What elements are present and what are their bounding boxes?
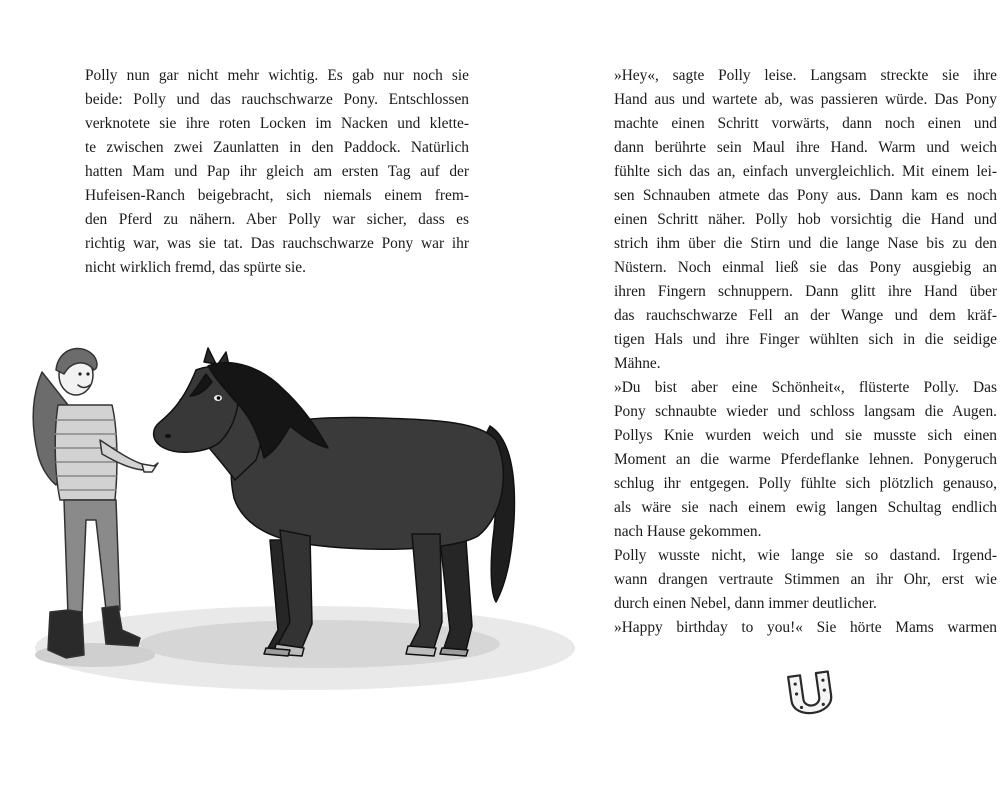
illustration-girl-and-pony <box>20 330 590 700</box>
text-line: beide: Polly und das rauchschwarze Pony. Entschlossen <box>85 91 469 108</box>
text-line: strich ihm über die Stirn und die lange Nase bis zu den <box>614 235 997 252</box>
text-line: Mähne. <box>614 355 661 372</box>
text-line: schlug ihr entgegen. Polly fühlte sich plötzlich genauso, <box>614 475 997 492</box>
text-line: ihren Fingern schnuppern. Dann glitt ihre Hand über <box>614 283 997 300</box>
text-line: verknotete sie ihre roten Locken im Nacken und klette- <box>85 115 469 132</box>
text-line: »Hey«, sagte Polly leise. Langsam streckte sie ihre <box>614 67 997 84</box>
text-line: »Happy birthday to you!« Sie hörte Mams warmen <box>614 619 997 636</box>
text-line: nach Hause gekommen. <box>614 523 762 540</box>
text-line: Hufeisen-Ranch beigebracht, sich niemals einem frem- <box>85 187 469 204</box>
text-line: tigen Hals und ihre Finger wühlten sich in die seidige <box>614 331 997 348</box>
text-line: sen Schnauben atmete das Pony aus. Dann kam es noch <box>614 187 997 204</box>
text-line: das rauchschwarze Fell an der Wange und dem kräf- <box>614 307 997 324</box>
text-line: Pollys Knie wurden weich und sie musste sich einen <box>614 427 997 444</box>
text-line: wann drangen vertraute Stimmen an ihr Ohr, erst wie <box>614 571 997 588</box>
girl-figure <box>33 348 158 658</box>
text-line: »Du bist aber eine Schönheit«, flüsterte Polly. Das <box>614 379 997 396</box>
text-line: Nüstern. Noch einmal ließ sie das Pony ausgiebig an <box>614 259 997 276</box>
horseshoe-icon <box>778 668 844 728</box>
text-line: als wäre sie nach einem ewig langen Schultag endlich <box>614 499 997 516</box>
text-line: fühlte sich das an, einfach unvergleichlich. Mit einem lei- <box>614 163 997 180</box>
text-line: dann berührte sein Maul ihre Hand. Warm und weich <box>614 139 997 156</box>
text-line: hatten Mam und Pap ihr gleich am ersten Tag auf der <box>85 163 469 180</box>
text-line: nicht wirklich fremd, das spürte sie. <box>85 259 306 276</box>
text-line: den Pferd zu nähern. Aber Polly war sicher, dass es <box>85 211 469 228</box>
text-line: machte einen Schritt vorwärts, dann noch einen und <box>614 115 997 132</box>
text-line: Polly nun gar nicht mehr wichtig. Es gab nur noch sie <box>85 67 469 84</box>
text-line: Moment an die warme Pferdeflanke lehnen. Ponygeruch <box>614 451 997 468</box>
text-line: Hand aus und wartete ab, was passieren würde. Das Pony <box>614 91 997 108</box>
text-line: te zwischen zwei Zaunlatten in den Paddock. Natürlich <box>85 139 469 156</box>
text-line: einen Schritt näher. Polly hob vorsichtig die Hand und <box>614 211 997 228</box>
text-line: richtig war, was sie tat. Das rauchschwarze Pony war ihr <box>85 235 469 252</box>
text-line: durch einen Nebel, dann immer deutlicher. <box>614 595 877 612</box>
text-line: Polly wusste nicht, wie lange sie so dastand. Irgend- <box>614 547 997 564</box>
text-line: Pony schnaubte wieder und schloss langsam die Augen. <box>614 403 997 420</box>
